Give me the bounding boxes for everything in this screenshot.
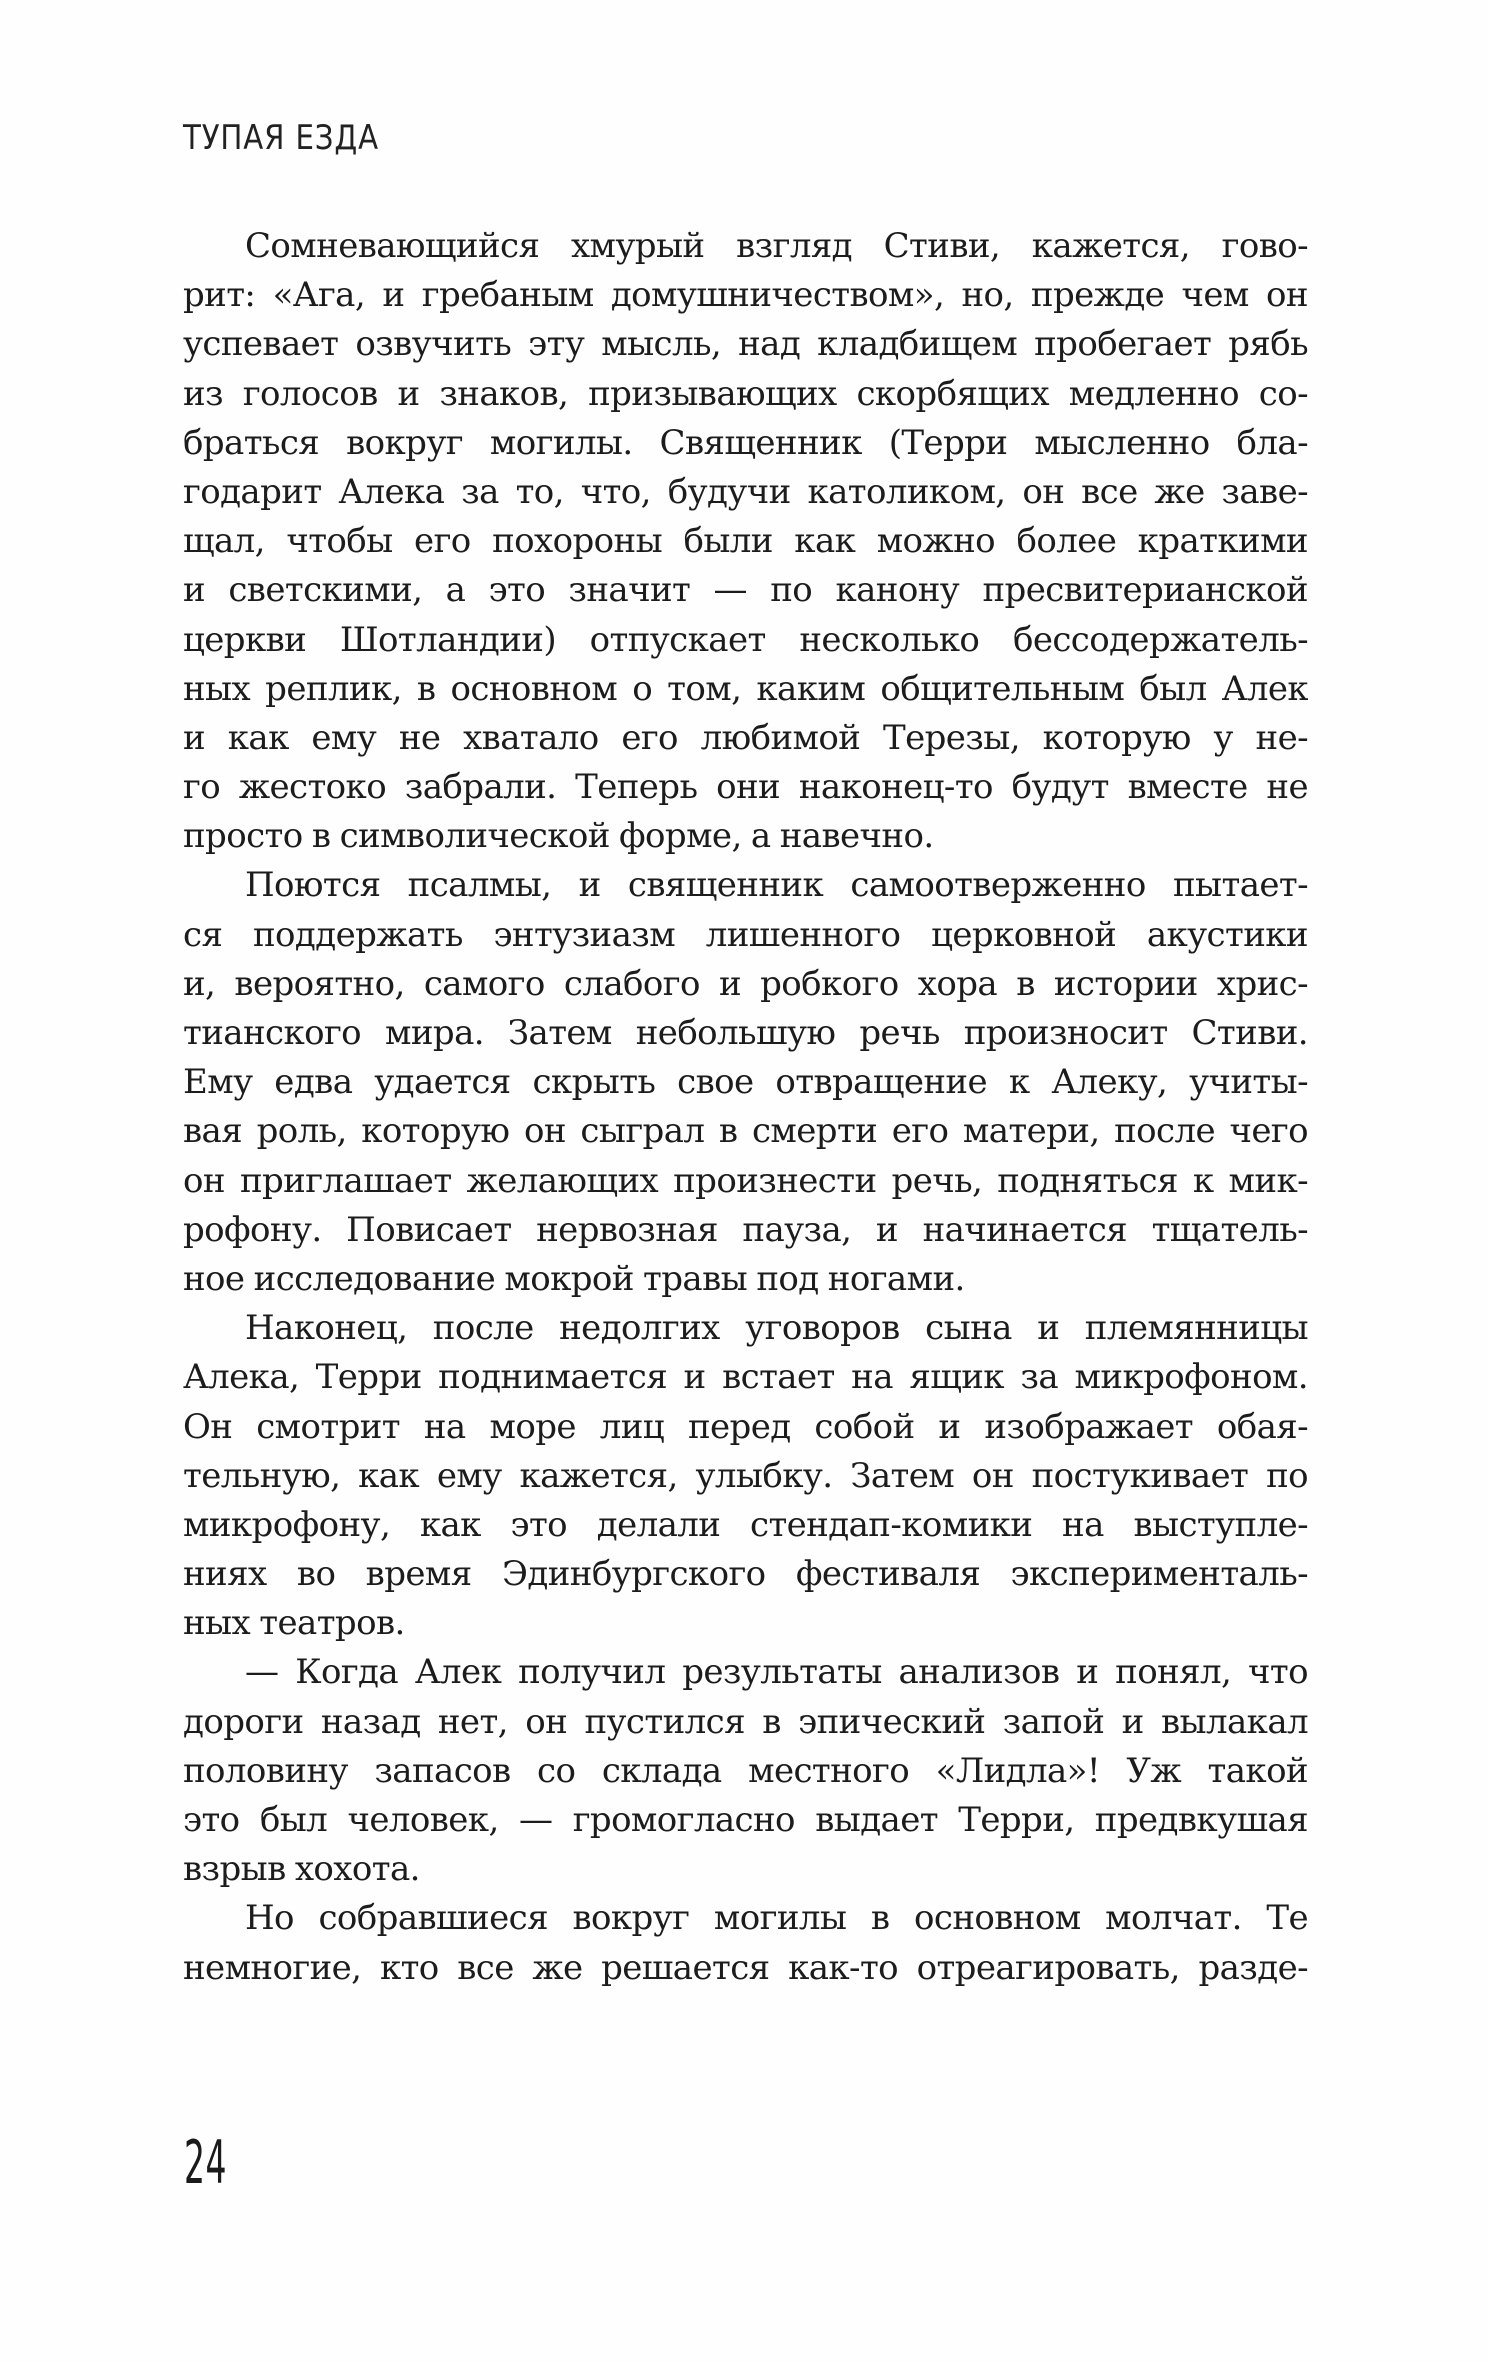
text-line: просто в символической форме, а навечно.: [183, 816, 934, 857]
page-number: 24: [184, 2128, 228, 2198]
text-line: браться вокруг могилы. Священник (Терри мысленно бла-: [183, 422, 1308, 463]
text-line: половину запасов со склада местного «Лидла»! Уж такой: [183, 1750, 1308, 1791]
text-line: и светскими, а это значит — по канону пресвитерианской: [183, 570, 1308, 611]
text-line: рит: «Ага, и гребаным домушничеством», но, прежде чем он: [183, 275, 1308, 316]
text-line: церкви Шотландии) отпускает несколько бессодержатель-: [183, 619, 1308, 660]
text-line: — Когда Алек получил результаты анализов и понял, что: [245, 1652, 1308, 1693]
text-line: ных театров.: [183, 1603, 405, 1644]
text-line: ных реплик, в основном о том, каким общительным был Алек: [183, 668, 1308, 709]
text-line: ниях во время Эдинбургского фестиваля эксперименталь-: [183, 1554, 1308, 1595]
text-line: Ему едва удается скрыть свое отвращение к Алеку, учиты-: [183, 1062, 1308, 1103]
text-line: тельную, как ему кажется, улыбку. Затем он постукивает по: [183, 1455, 1308, 1496]
text-line: и, вероятно, самого слабого и робкого хора в истории хрис-: [183, 963, 1308, 1004]
text-line: Сомневающийся хмурый взгляд Стиви, кажется, гово-: [245, 226, 1308, 266]
text-line: дороги назад нет, он пустился в эпический запой и вылакал: [183, 1701, 1308, 1742]
text-line: он приглашает желающих произнести речь, подняться к мик-: [183, 1160, 1308, 1201]
text-line: ное исследование мокрой травы под ногами.: [183, 1258, 965, 1299]
text-line: Наконец, после недолгих уговоров сына и племянницы: [245, 1308, 1308, 1349]
text-line: годарит Алека за то, что, будучи католиком, он все же заве-: [183, 471, 1308, 512]
text-line: Но собравшиеся вокруг могилы в основном молчат. Те: [245, 1898, 1308, 1939]
text-line: из голосов и знаков, призывающих скорбящих медленно со-: [183, 373, 1308, 414]
text-line: рофону. Повисает нервозная пауза, и начинается тщатель-: [183, 1209, 1308, 1250]
text-line: щал, чтобы его похороны были как можно более краткими: [183, 521, 1308, 562]
body-text: [183, 222, 1308, 1993]
text-line: Алека, Терри поднимается и встает на ящик за микрофоном.: [183, 1357, 1308, 1398]
text-line: немногие, кто все же решается как-то отреагировать, разде-: [183, 1947, 1308, 1988]
text-line: Он смотрит на море лиц перед собой и изображает обая-: [183, 1406, 1308, 1447]
text-line: микрофону, как это делали стендап-комики на выступле-: [183, 1504, 1308, 1545]
text-line: Поются псалмы, и священник самоотверженно пытает-: [245, 865, 1308, 906]
text-line: ся поддержать энтузиазм лишенного церковной акустики: [183, 914, 1308, 955]
text-line: го жестоко забрали. Теперь они наконец-то будут вместе не: [183, 767, 1308, 808]
text-line: и как ему не хватало его любимой Терезы, которую у не-: [183, 717, 1308, 758]
text-line: успевает озвучить эту мысль, над кладбищем пробегает рябь: [183, 324, 1308, 365]
text-line: это был человек, — громогласно выдает Терри, предвкушая: [183, 1800, 1308, 1840]
text-line: взрыв хохота.: [183, 1849, 420, 1890]
text-line: вая роль, которую он сыграл в смерти его матери, после чего: [183, 1111, 1308, 1152]
running-title: ТУПАЯ ЕЗДА: [183, 118, 379, 158]
text-line: тианского мира. Затем небольшую речь произносит Стиви.: [183, 1013, 1308, 1053]
